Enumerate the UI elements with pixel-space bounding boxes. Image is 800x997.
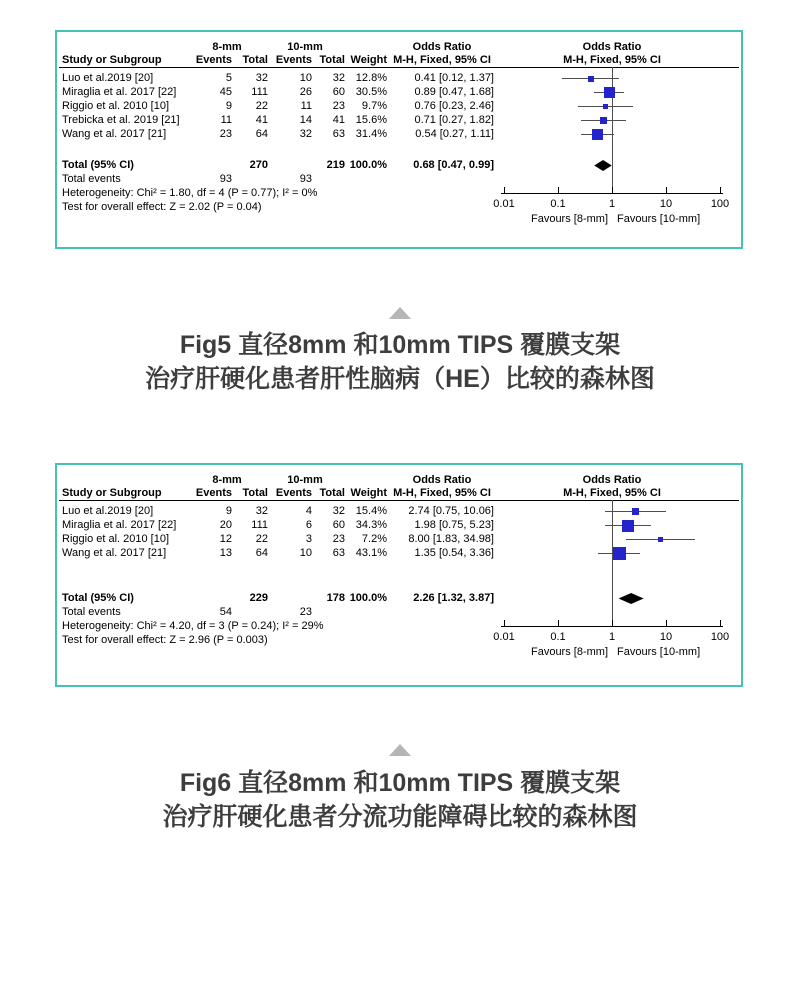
study-total-10mm: 60 (332, 519, 345, 531)
or-marker (603, 104, 608, 109)
study-total-10mm: 63 (332, 128, 345, 140)
axis-tick-label: 100 (710, 631, 730, 643)
plot-title: Odds Ratio (582, 41, 642, 53)
or-marker (658, 537, 663, 542)
favours-right-label: Favours [10-mm] (617, 213, 701, 225)
study-weight: 15.6% (355, 114, 387, 126)
heterogeneity-note: Heterogeneity: Chi² = 1.80, df = 4 (P = 0.77); I² = 0% (62, 187, 318, 199)
up-triangle-icon (389, 307, 411, 319)
axis-tick (558, 620, 559, 627)
axis-tick-label: 1 (608, 631, 616, 643)
favours-left-label: Favours [8-mm] (530, 646, 608, 658)
overall-effect-note: Test for overall effect: Z = 2.02 (P = 0.04) (62, 201, 262, 213)
total-events-10mm: 93 (299, 173, 312, 185)
study-weight: 43.1% (355, 547, 387, 559)
axis-tick-label: 1 (608, 198, 616, 210)
group-label-10mm: 10-mm (287, 41, 323, 53)
forest-plot-fig6 (55, 463, 743, 687)
group-label-8mm: 8-mm (212, 474, 242, 486)
total-8mm: 270 (249, 159, 268, 171)
study-total-10mm: 63 (332, 547, 345, 559)
fig6-caption-line1: Fig6 直径8mm 和10mm TIPS 覆膜支架 (179, 769, 621, 797)
header-rule (59, 67, 739, 68)
study-total-10mm: 60 (332, 86, 345, 98)
total-events-label: Total events (62, 173, 121, 185)
col-header-study: Study or Subgroup (62, 487, 162, 499)
study-total-8mm: 32 (255, 505, 268, 517)
total-8mm: 229 (249, 592, 268, 604)
total-10mm: 178 (326, 592, 345, 604)
or-marker (592, 129, 603, 140)
study-total-8mm: 111 (251, 86, 268, 98)
or-marker (604, 87, 615, 98)
axis-tick-label: 0.1 (550, 631, 566, 643)
favours-left-label: Favours [8-mm] (530, 213, 608, 225)
axis-tick (558, 187, 559, 194)
total-or-ci-text: 0.68 [0.47, 0.99] (413, 159, 494, 171)
total-or-ci-text: 2.26 [1.32, 3.87] (413, 592, 494, 604)
or-marker (613, 547, 626, 560)
axis-tick (504, 620, 505, 627)
study-total-10mm: 32 (332, 505, 345, 517)
study-events-10mm: 3 (305, 533, 312, 545)
total-10mm: 219 (326, 159, 345, 171)
axis-tick-label: 0.1 (550, 198, 566, 210)
study-or-ci-text: 0.54 [0.27, 1.11] (415, 128, 494, 140)
total-label: Total (95% CI) (62, 159, 134, 171)
axis-tick-label: 10 (659, 198, 673, 210)
study-weight: 12.8% (355, 72, 387, 84)
col-header-events-8mm: Events (195, 54, 232, 66)
col-header-weight: Weight (350, 54, 387, 66)
study-events-10mm: 4 (305, 505, 312, 517)
header-rule (59, 500, 739, 501)
or-column-title: Odds Ratio (412, 41, 472, 53)
fig5-caption-line2: 治疗肝硬化患者肝性脑病（HE）比较的森林图 (145, 365, 655, 393)
fig6-caption (0, 766, 800, 834)
total-weight: 100.0% (349, 159, 387, 171)
study-name: Miraglia et al. 2017 [22] (62, 519, 177, 531)
axis-tick-label: 0.01 (493, 198, 515, 210)
study-name: Wang et al. 2017 [21] (62, 128, 167, 140)
total-label: Total (95% CI) (62, 592, 134, 604)
study-or-ci-text: 2.74 [0.75, 10.06] (408, 505, 494, 517)
study-or-ci-text: 1.35 [0.54, 3.36] (414, 547, 494, 559)
group-label-10mm: 10-mm (287, 474, 323, 486)
study-events-8mm: 13 (219, 547, 232, 559)
col-header-events-8mm: Events (195, 487, 232, 499)
axis-tick (504, 187, 505, 194)
group-label-8mm: 8-mm (212, 41, 242, 53)
study-or-ci-text: 0.89 [0.47, 1.68] (414, 86, 494, 98)
study-total-8mm: 41 (255, 114, 268, 126)
study-name: Luo et al.2019 [20] (62, 505, 154, 517)
fig5-caption (0, 328, 800, 396)
col-header-or-ci: M-H, Fixed, 95% CI (393, 487, 491, 499)
study-events-8mm: 5 (225, 72, 232, 84)
col-header-total-10mm: Total (319, 54, 345, 66)
study-weight: 31.4% (355, 128, 387, 140)
study-events-10mm: 10 (299, 547, 312, 559)
axis-tick (666, 620, 667, 627)
fig6-caption-line2: 治疗肝硬化患者分流功能障碍比较的森林图 (162, 803, 638, 831)
total-events-8mm: 93 (219, 173, 232, 185)
study-total-8mm: 64 (255, 128, 268, 140)
up-triangle-icon (389, 744, 411, 756)
fig5-caption-line1: Fig5 直径8mm 和10mm TIPS 覆膜支架 (179, 331, 621, 359)
col-header-events-10mm: Events (275, 487, 312, 499)
study-or-ci-text: 1.98 [0.75, 5.23] (414, 519, 494, 531)
study-total-10mm: 23 (332, 533, 345, 545)
study-weight: 15.4% (355, 505, 387, 517)
favours-right-label: Favours [10-mm] (617, 646, 701, 658)
study-or-ci-text: 0.41 [0.12, 1.37] (414, 72, 494, 84)
overall-effect-note: Test for overall effect: Z = 2.96 (P = 0.003) (62, 634, 268, 646)
study-events-8mm: 11 (220, 114, 232, 126)
study-events-8mm: 9 (225, 100, 232, 112)
study-events-8mm: 45 (219, 86, 232, 98)
axis-tick-label: 100 (710, 198, 730, 210)
or-marker (600, 117, 607, 124)
study-name: Riggio et al. 2010 [10] (62, 533, 170, 545)
total-weight: 100.0% (349, 592, 387, 604)
study-events-10mm: 11 (300, 100, 312, 112)
study-total-8mm: 64 (255, 547, 268, 559)
study-weight: 7.2% (361, 533, 387, 545)
study-total-8mm: 22 (255, 100, 268, 112)
col-header-total-10mm: Total (319, 487, 345, 499)
pooled-diamond (594, 160, 611, 171)
study-name: Luo et al.2019 [20] (62, 72, 154, 84)
col-header-study: Study or Subgroup (62, 54, 162, 66)
plot-header-or-ci: M-H, Fixed, 95% CI (563, 487, 661, 499)
zero-effect-line (612, 500, 613, 626)
axis-tick (612, 620, 613, 627)
axis-tick-label: 10 (659, 631, 673, 643)
study-events-8mm: 20 (219, 519, 232, 531)
study-or-ci-text: 8.00 [1.83, 34.98] (408, 533, 494, 545)
total-events-8mm: 54 (219, 606, 232, 618)
study-total-8mm: 111 (251, 519, 268, 531)
forest-plot-fig5 (55, 30, 743, 249)
total-events-10mm: 23 (299, 606, 312, 618)
plot-header-or-ci: M-H, Fixed, 95% CI (563, 54, 661, 66)
study-total-10mm: 23 (332, 100, 345, 112)
study-events-10mm: 6 (305, 519, 312, 531)
study-name: Wang et al. 2017 [21] (62, 547, 167, 559)
study-total-10mm: 41 (332, 114, 345, 126)
study-events-8mm: 9 (225, 505, 232, 517)
pooled-diamond (619, 593, 644, 604)
axis-tick (720, 620, 721, 627)
study-or-ci-text: 0.71 [0.27, 1.82] (414, 114, 494, 126)
study-name: Trebicka et al. 2019 [21] (62, 114, 180, 126)
study-events-8mm: 12 (219, 533, 232, 545)
study-events-10mm: 14 (299, 114, 312, 126)
col-header-total-8mm: Total (242, 54, 268, 66)
heterogeneity-note: Heterogeneity: Chi² = 4.20, df = 3 (P = 0.24); I² = 29% (62, 620, 324, 632)
or-marker (632, 508, 639, 515)
study-or-ci-text: 0.76 [0.23, 2.46] (414, 100, 494, 112)
or-column-title: Odds Ratio (412, 474, 472, 486)
col-header-total-8mm: Total (242, 487, 268, 499)
col-header-events-10mm: Events (275, 54, 312, 66)
or-marker (622, 520, 634, 532)
study-events-10mm: 32 (299, 128, 312, 140)
total-events-label: Total events (62, 606, 121, 618)
col-header-or-ci: M-H, Fixed, 95% CI (393, 54, 491, 66)
study-weight: 34.3% (355, 519, 387, 531)
study-events-8mm: 23 (219, 128, 232, 140)
study-total-8mm: 22 (255, 533, 268, 545)
study-name: Miraglia et al. 2017 [22] (62, 86, 177, 98)
axis-tick (720, 187, 721, 194)
study-events-10mm: 10 (299, 72, 312, 84)
col-header-weight: Weight (350, 487, 387, 499)
plot-title: Odds Ratio (582, 474, 642, 486)
study-total-10mm: 32 (332, 72, 345, 84)
study-events-10mm: 26 (299, 86, 312, 98)
axis-tick (612, 187, 613, 194)
study-weight: 9.7% (361, 100, 387, 112)
axis-tick (666, 187, 667, 194)
study-total-8mm: 32 (255, 72, 268, 84)
axis-tick-label: 0.01 (493, 631, 515, 643)
zero-effect-line (612, 67, 613, 193)
or-marker (588, 76, 594, 82)
study-weight: 30.5% (355, 86, 387, 98)
study-name: Riggio et al. 2010 [10] (62, 100, 170, 112)
